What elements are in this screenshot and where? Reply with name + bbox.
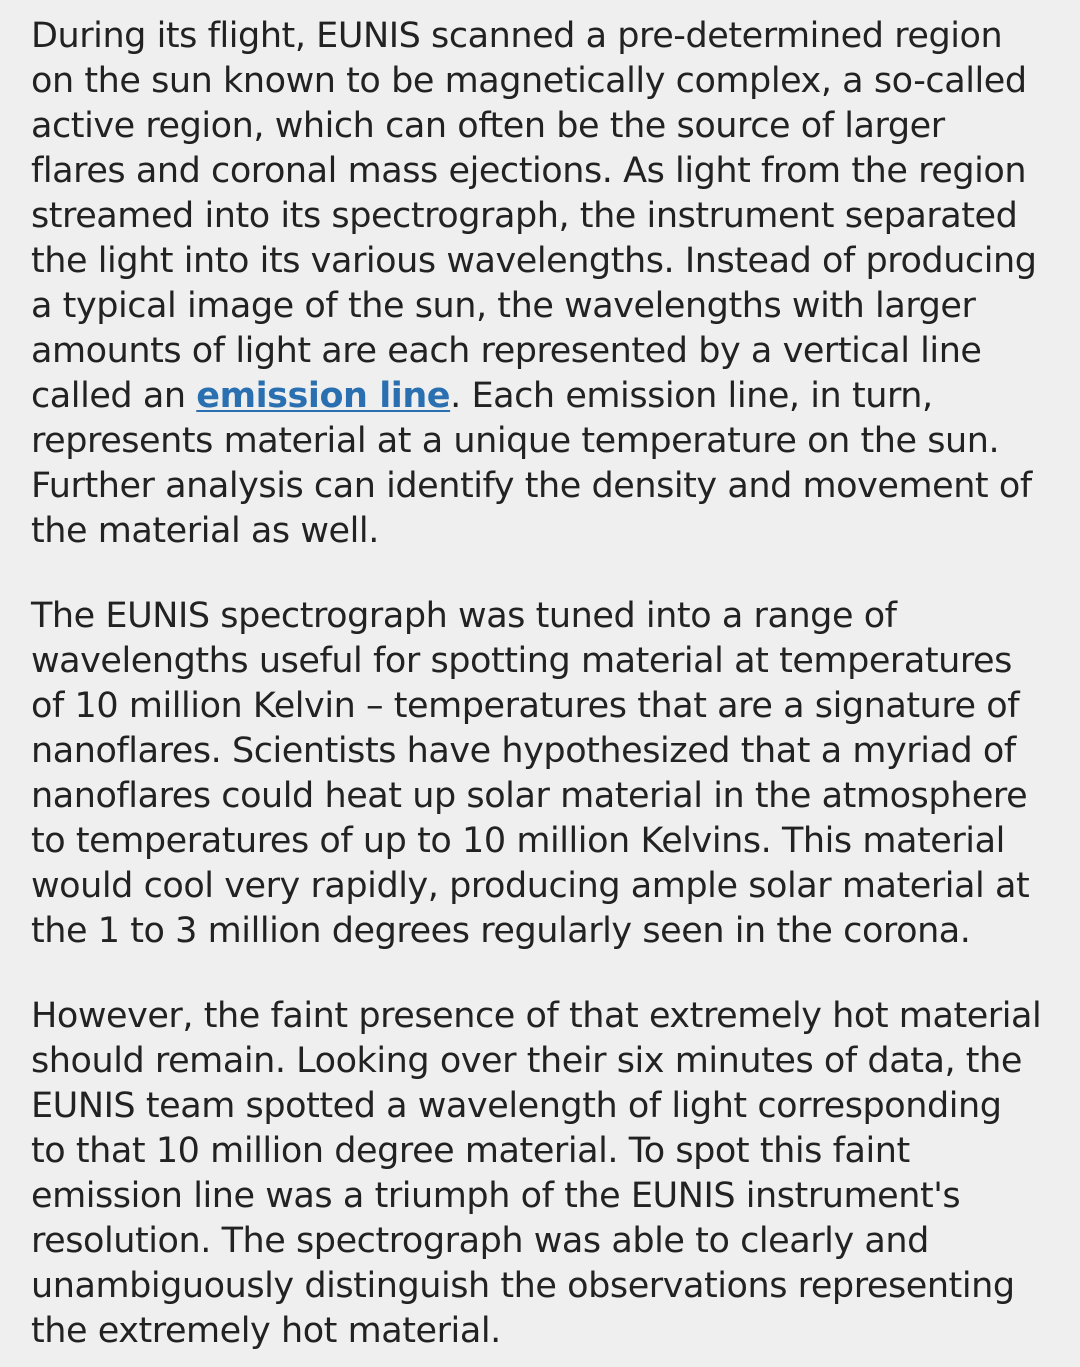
- text-line: flares and coronal mass ejections. As light from the region: [31, 151, 1027, 191]
- text-line: the 1 to 3 million degrees regularly seen in the corona.: [31, 911, 971, 951]
- text-line: EUNIS team spotted a wavelength of light corresponding: [31, 1086, 1002, 1126]
- text-line: The EUNIS spectrograph was tuned into a range of: [31, 596, 897, 636]
- text-line: resolution. The spectrograph was able to clearly and: [31, 1221, 929, 1261]
- text-line: a typical image of the sun, the wavelengths with larger: [31, 286, 976, 326]
- text-line: represents material at a unique temperature on the sun.: [31, 421, 1000, 461]
- text-line: wavelengths useful for spotting material at temperatures: [31, 641, 1012, 681]
- link-line-suffix: . Each emission line, in turn,: [450, 376, 933, 416]
- text-line: However, the faint presence of that extremely hot material: [31, 996, 1042, 1036]
- text-line-with-link: [31, 374, 1054, 419]
- text-line: to that 10 million degree material. To spot this faint: [31, 1131, 910, 1171]
- text-line: active region, which can often be the source of larger: [31, 106, 945, 146]
- text-line: nanoflares. Scientists have hypothesized that a myriad of: [31, 731, 1016, 771]
- emission-line-link[interactable]: emission line: [196, 376, 451, 416]
- text-line: would cool very rapidly, producing ample solar material at: [31, 866, 1030, 906]
- text-line: the material as well.: [31, 511, 379, 551]
- paragraph-1: [31, 14, 1054, 554]
- text-line: emission line was a triumph of the EUNIS instrument's: [31, 1176, 961, 1216]
- text-line: Further analysis can identify the density and movement of: [31, 466, 1032, 506]
- text-line: to temperatures of up to 10 million Kelvins. This material: [31, 821, 1005, 861]
- text-line: should remain. Looking over their six minutes of data, the: [31, 1041, 1022, 1081]
- text-line: During its flight, EUNIS scanned a pre-determined region: [31, 16, 1003, 56]
- text-line: the light into its various wavelengths. Instead of producing: [31, 241, 1037, 281]
- paragraph-2: [31, 594, 1054, 954]
- text-line: the extremely hot material.: [31, 1311, 501, 1351]
- text-line: amounts of light are each represented by a vertical line: [31, 331, 982, 371]
- text-line: of 10 million Kelvin – temperatures that are a signature of: [31, 686, 1020, 726]
- link-line-prefix: called an: [31, 376, 197, 416]
- text-line: streamed into its spectrograph, the instrument separated: [31, 196, 1018, 236]
- text-line: on the sun known to be magnetically complex, a so-called: [31, 61, 1027, 101]
- text-line: unambiguously distinguish the observations representing: [31, 1266, 1015, 1306]
- text-line: nanoflares could heat up solar material in the atmosphere: [31, 776, 1028, 816]
- paragraph-3: [31, 994, 1054, 1354]
